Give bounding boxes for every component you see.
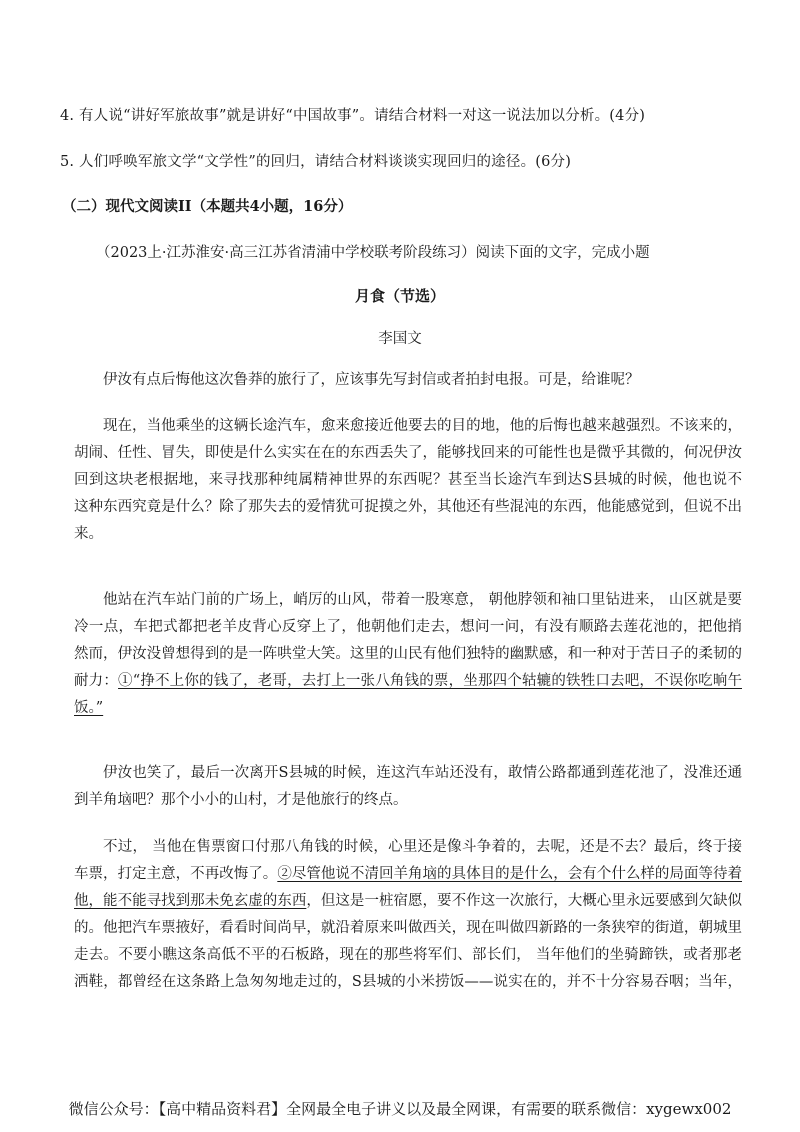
paragraph-line: 这种东西究竟是什么？除了那失去的爱情犹可捉摸之外，其他还有些混沌的东西，他能感觉到，但说不出 <box>74 499 742 515</box>
source-line: （2023上·江苏淮安·高三江苏省清浦中学校联考阶段练习）阅读下面的文字，完成小题 <box>96 245 650 261</box>
paragraph-2 <box>74 413 742 548</box>
paragraph-5 <box>74 834 742 996</box>
paragraph-line <box>74 888 742 915</box>
paragraph-4 <box>74 760 742 814</box>
question-5: 5. 人们呼唤军旅文学“文学性”的回归，请结合材料谈谈实现回归的途径。(6分) <box>60 154 572 170</box>
paragraph-line: 走去。不要小瞧这条高低不平的石板路，现在的那些将军们、部长们， 当年他们的坐骑蹄铁，或者那老 <box>74 947 742 963</box>
paragraph-line: 来。 <box>74 526 103 542</box>
underlined-quote-1: ①“挣不上你的钱了，老哥，去打上一张八角钱的票，坐那四个轱辘的铁牲口去吧，不误你吃晌午 <box>118 673 742 689</box>
paragraph-line <box>74 695 742 722</box>
paragraph-3 <box>74 587 742 722</box>
paragraph-1 <box>74 367 742 394</box>
paragraph-line: 他站在汽车站门前的广场上，峭厉的山风，带着一股寒意， 朝他脖领和袖口里钻进来， 山区就是要 <box>103 592 742 608</box>
article-title: 月食（节选） <box>354 287 445 305</box>
line-text: 车票，打定主意，不再改悔了。 <box>74 866 278 882</box>
paragraph-line: 胡闹、任性、冒失，即使是什么实实在在的东西丢失了，能够找回来的可能性也是微乎其微的，何况伊汝 <box>74 445 742 461</box>
paragraph-line: 的。他把汽车票掖好，看看时间尚早，就沿着原来叫做西关，现在叫做四新路的一条狭窄的街道，朝城里 <box>74 920 742 936</box>
paragraph-line: 冷一点，车把式都把老羊皮背心反穿上了，他朝他们走去，想问一问，有没有顺路去莲花池的，把他捎 <box>74 619 742 635</box>
question-4: 4. 有人说“讲好军旅故事”就是讲好“中国故事”。请结合材料一对这一说法加以分析。(4分) <box>60 108 646 124</box>
paragraph-line: 现在，当他乘坐的这辆长途汽车，愈来愈接近他要去的目的地，他的后悔也越来越强烈。不该来的， <box>103 418 742 434</box>
paragraph-line: 然而，伊汝没曾想得到的是一阵哄堂大笑。这里的山民有他们独特的幽默感，和一种对于苦日子的柔韧的 <box>74 646 742 662</box>
paragraph-line: 到羊角垴吧？那个小小的山村，才是他旅行的终点。 <box>74 792 408 808</box>
article-author: 李国文 <box>378 331 422 347</box>
underlined-sentence-2-end: 他，能不能寻找到那未免玄虚的东西 <box>74 893 307 909</box>
paragraph-line: 伊汝有点后悔他这次鲁莽的旅行了，应该事先写封信或者拍封电报。可是，给谁呢？ <box>103 372 640 388</box>
line-text: 耐力： <box>74 673 119 689</box>
section-heading: （二）现代文阅读II（本题共4小题，16分） <box>62 198 353 215</box>
underlined-quote-1-end: 饭。” <box>74 700 104 716</box>
paragraph-line: 伊汝也笑了，最后一次离开S县城的时候，连这汽车站还没有，敢情公路都通到莲花池了，没准还通 <box>103 765 742 781</box>
paragraph-line <box>74 668 742 695</box>
underlined-sentence-2: ②尽管他说不清回羊角垴的具体目的是什么，会有个什么样的局面等待着 <box>277 866 742 882</box>
paragraph-line: 不过， 当他在售票窗口付那八角钱的时候，心里还是像斗争着的，去呢，还是不去？最后，终于接 <box>103 839 742 855</box>
line-text: ，但这是一桩宿愿，要不作这一次旅行，大概心里永远要感到欠缺似 <box>306 893 742 909</box>
footer-banner: 微信公众号：【高中精品资料君】全网最全电子讲义以及最全网课，有需要的联系微信：xygewx002 <box>68 1100 732 1118</box>
paragraph-line: 回到这块老根据地，来寻找那种纯属精神世界的东西呢？甚至当长途汽车到达S县城的时候，他也说不 <box>74 472 742 488</box>
paragraph-line <box>74 861 742 888</box>
paragraph-line: 洒鞋，都曾经在这条路上急匆匆地走过的，S县城的小米捞饭——说实在的，并不十分容易吞咽；当年， <box>74 974 742 990</box>
